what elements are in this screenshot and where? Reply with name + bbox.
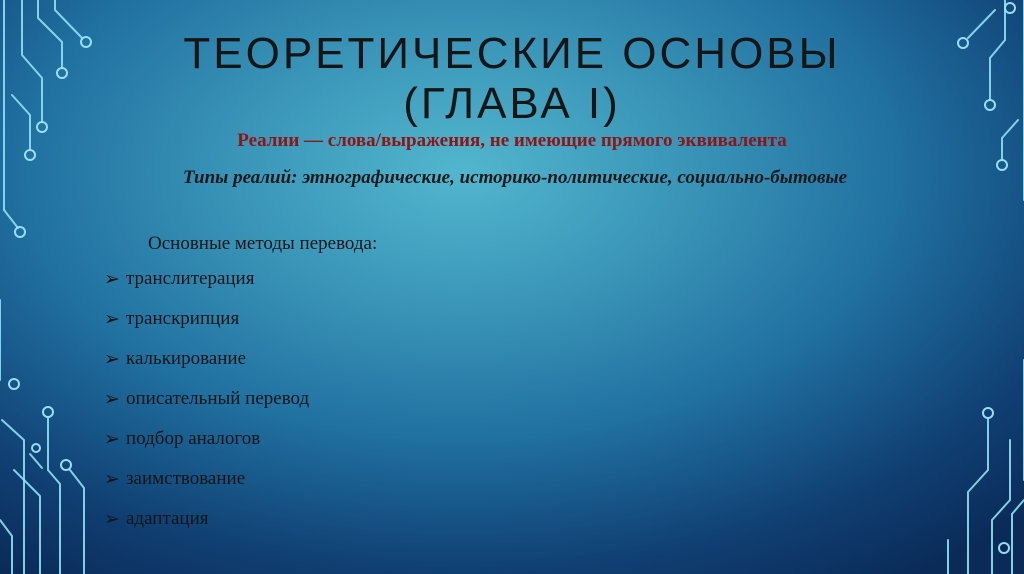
circuit-line [992, 440, 1010, 574]
definition-text: Реалии — слова/выражения, не имеющие прямого эквивалента [237, 130, 787, 151]
list-item [104, 428, 309, 468]
list-item-label: калькирование [126, 348, 247, 369]
circuit-line [14, 470, 40, 574]
arrow-check-bullet-icon: ➢ [104, 509, 120, 530]
list-item-label: описательный перевод [126, 388, 310, 409]
list-item [104, 468, 309, 508]
types-text: Типы реалий: этнографические, историко-политические, социально-бытовые [182, 167, 848, 188]
circuit-line [1002, 120, 1018, 160]
circuit-node [958, 38, 968, 48]
arrow-check-bullet-icon: ➢ [104, 389, 120, 410]
circuit-node [999, 543, 1009, 553]
circuit-node [43, 407, 53, 417]
list-item [104, 308, 309, 348]
list-item-label: заимствование [126, 468, 246, 489]
circuit-line [48, 418, 60, 574]
circuit-node [81, 37, 91, 47]
circuit-line [968, 418, 988, 574]
list-item [104, 268, 309, 308]
slide-title-line-2: (ГЛАВА I) [403, 79, 621, 128]
arrow-check-bullet-icon: ➢ [104, 309, 120, 330]
circuit-line [4, 210, 18, 228]
arrow-check-bullet-icon: ➢ [104, 269, 120, 290]
arrow-check-bullet-icon: ➢ [104, 469, 120, 490]
list-item [104, 348, 309, 388]
arrow-check-bullet-icon: ➢ [104, 429, 120, 450]
methods-heading: Основные методы перевода: [148, 233, 378, 254]
circuit-node [15, 227, 25, 237]
circuit-line [990, 0, 1005, 100]
circuit-line [55, 0, 82, 38]
circuit-node [983, 408, 993, 418]
circuit-node [9, 379, 19, 389]
circuit-node [37, 122, 47, 132]
circuit-line [12, 95, 30, 150]
list-item-label: транслитерация [126, 268, 255, 289]
circuit-node [61, 460, 71, 470]
circuit-line [1012, 500, 1024, 574]
list-item [104, 388, 309, 428]
circuit-line [0, 520, 12, 574]
circuit-line [38, 0, 62, 68]
slide-title-line-1: ТЕОРЕТИЧЕСКИЕ ОСНОВЫ [183, 29, 841, 78]
list-item [104, 508, 309, 548]
circuit-line [30, 454, 42, 468]
list-item-label: подбор аналогов [126, 428, 261, 449]
circuit-node [985, 100, 995, 110]
list-item-label: транскрипция [126, 308, 240, 329]
arrow-check-bullet-icon: ➢ [104, 349, 120, 370]
circuit-node [25, 150, 35, 160]
list-item-label: адаптация [126, 508, 209, 529]
circuit-line [70, 470, 84, 574]
circuit-node [997, 160, 1007, 170]
circuit-node [1005, 3, 1015, 13]
circuit-node [32, 444, 40, 452]
circuit-node [57, 68, 67, 78]
methods-list [104, 268, 309, 548]
circuit-line [968, 10, 995, 38]
